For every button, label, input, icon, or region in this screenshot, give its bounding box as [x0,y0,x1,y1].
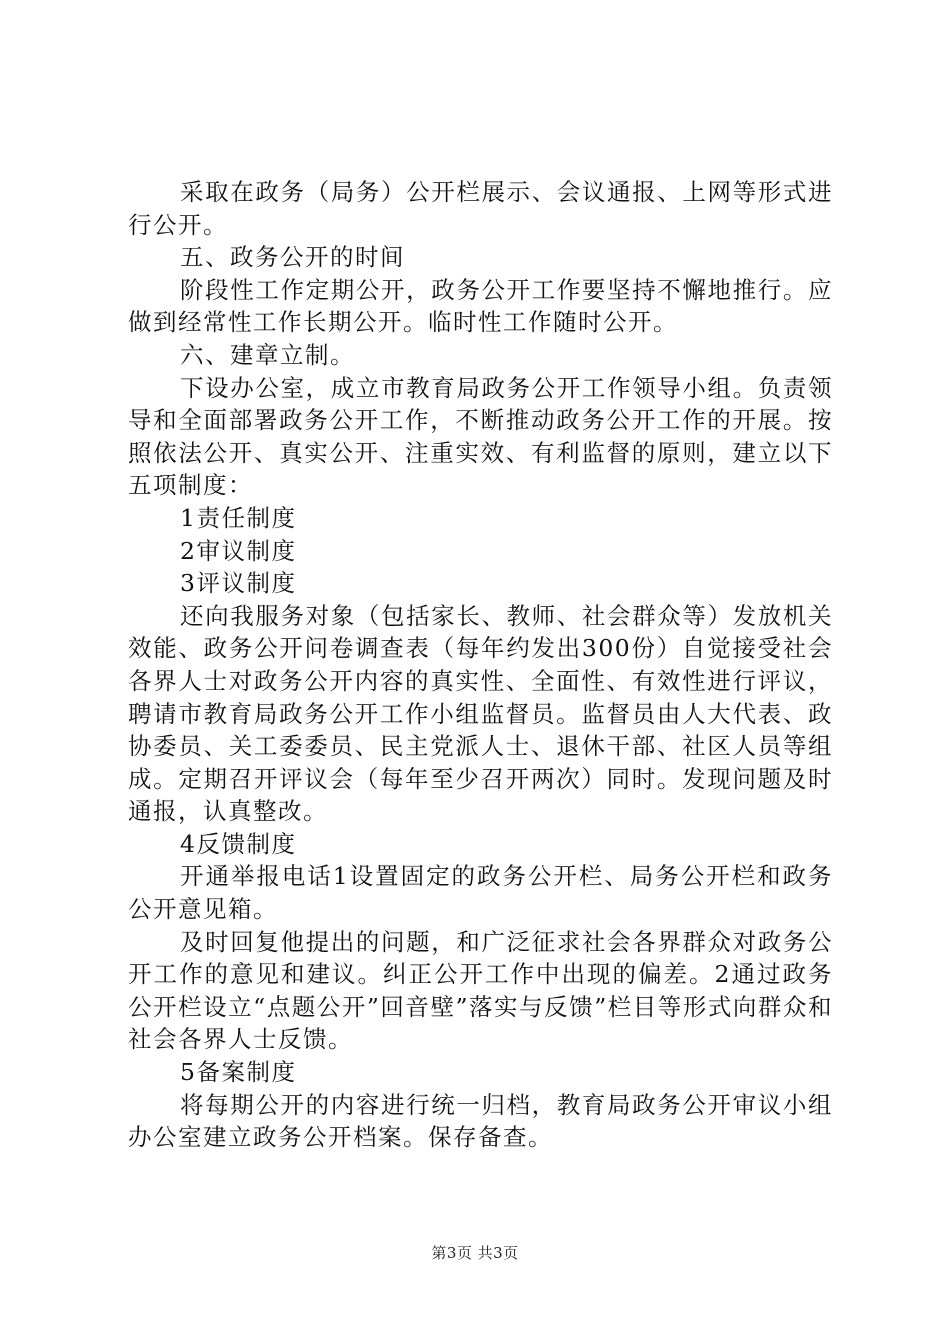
paragraph-evaluation-details: 还向我服务对象（包括家长、教师、社会群众等）发放机关效能、政务公开问卷调查表（每年约发出300份）自觉接受社会各界人士对政务公开内容的真实性、全面性、有效性进行评议，聘请市教育局政务公开工作小组监督员。监督员由人大代表、政协委员、关工委委员、民主党派人士、退休干部、社区人员等组成。定期召开评议会（每年至少召开两次）同时。发现问题及时通报，认真整改。 [128,601,833,826]
item-filing-system: 5备案制度 [180,1058,297,1087]
paragraph-filing-details: 将每期公开的内容进行统一归档，教育局政务公开审议小组办公室建立政务公开档案。保存备查。 [128,1090,833,1152]
heading-regulations: 六、建章立制。 [180,340,355,369]
paragraph-hotline: 开通举报电话1设置固定的政务公开栏、局务公开栏和政务公开意见箱。 [128,862,833,924]
paragraph-feedback-details: 及时回复他提出的问题，和广泛征求社会各界群众对政务公开工作的意见和建议。纠正公开工作中出现的偏差。2通过政务公开栏设立“点题公开”回音壁”落实与反馈”栏目等形式向群众和社会各界人士反馈。 [128,927,833,1054]
document-body [128,176,833,1154]
paragraph-leading-group: 下设办公室，成立市教育局政务公开工作领导小组。负责领导和全面部署政务公开工作，不断推动政务公开工作的开展。按照依法公开、真实公开、注重实效、有利监督的原则，建立以下五项制度： [128,373,833,500]
item-responsibility-system: 1责任制度 [180,503,297,532]
item-review-system: 2审议制度 [180,536,297,565]
item-evaluation-system: 3评议制度 [180,569,297,598]
paragraph-publicity-time: 阶段性工作定期公开，政务公开工作要坚持不懈地推行。应做到经常性工作长期公开。临时性工作随时公开。 [128,275,833,337]
page-footer: 第3页 共3页 [431,1244,519,1262]
heading-publicity-time: 五、政务公开的时间 [180,243,405,272]
item-feedback-system: 4反馈制度 [180,829,297,858]
paragraph-publicity-forms: 采取在政务（局务）公开栏展示、会议通报、上网等形式进行公开。 [128,178,833,239]
